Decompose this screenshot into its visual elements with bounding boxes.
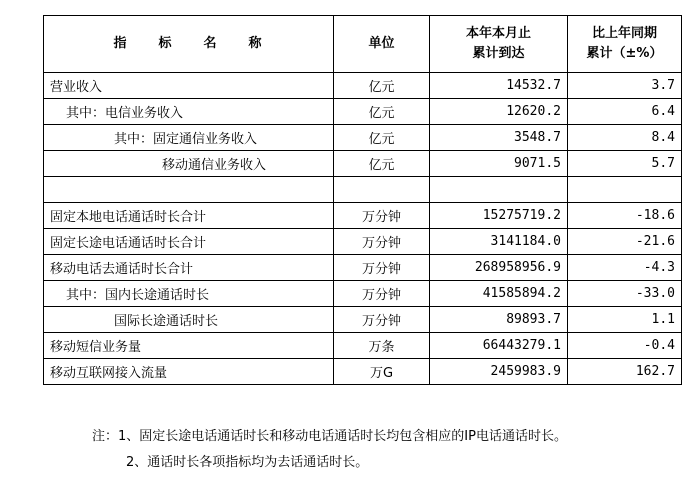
table-row	[44, 229, 682, 255]
table-header-row	[44, 16, 682, 73]
row-name: 其中：固定通信业务收入	[44, 125, 334, 151]
row-change: 8.4	[568, 125, 682, 151]
row-change: -33.0	[568, 281, 682, 307]
row-unit: 亿元	[334, 151, 430, 177]
row-current: 12620.2	[430, 99, 568, 125]
header-change-line2: 累计（±%）	[586, 46, 663, 61]
footnote-1: 注：1、固定长途电话通话时长和移动电话通话时长均包含相应的IP电话通话时长。	[92, 429, 567, 444]
row-name: 移动互联网接入流量	[44, 359, 334, 385]
row-change: 1.1	[568, 307, 682, 333]
row-unit: 万分钟	[334, 307, 430, 333]
row-change	[568, 177, 682, 203]
table-row	[44, 125, 682, 151]
row-name: 固定长途电话通话时长合计	[44, 229, 334, 255]
table-row	[44, 281, 682, 307]
header-yoy-change	[568, 16, 682, 73]
table-row	[44, 73, 682, 99]
header-current-line1: 本年本月止	[465, 26, 531, 41]
row-unit: 万条	[334, 333, 430, 359]
row-unit: 亿元	[334, 125, 430, 151]
row-current: 268958956.9	[430, 255, 568, 281]
row-current: 66443279.1	[430, 333, 568, 359]
row-change: 3.7	[568, 73, 682, 99]
header-indicator-name: 指 标 名 称	[44, 16, 334, 73]
statistics-table	[43, 15, 682, 385]
table-row-empty	[44, 177, 682, 203]
row-current: 89893.7	[430, 307, 568, 333]
table-row	[44, 151, 682, 177]
row-current: 3548.7	[430, 125, 568, 151]
row-change: -18.6	[568, 203, 682, 229]
row-name: 移动短信业务量	[44, 333, 334, 359]
row-unit	[334, 177, 430, 203]
footnote-2: 2、通话时长各项指标均为去话通话时长。	[126, 455, 369, 470]
row-change: -0.4	[568, 333, 682, 359]
row-change: 162.7	[568, 359, 682, 385]
row-current: 41585894.2	[430, 281, 568, 307]
row-change: -21.6	[568, 229, 682, 255]
table-row	[44, 99, 682, 125]
row-name: 移动通信业务收入	[44, 151, 334, 177]
row-change: -4.3	[568, 255, 682, 281]
table-row	[44, 203, 682, 229]
row-name: 移动电话去通话时长合计	[44, 255, 334, 281]
row-name: 国际长途通话时长	[44, 307, 334, 333]
row-change: 5.7	[568, 151, 682, 177]
row-unit: 万分钟	[334, 281, 430, 307]
header-change-line1: 比上年同期	[591, 26, 657, 41]
row-change: 6.4	[568, 99, 682, 125]
row-current: 14532.7	[430, 73, 568, 99]
row-name: 其中：电信业务收入	[44, 99, 334, 125]
header-unit: 单位	[334, 16, 430, 73]
footnotes	[92, 424, 567, 476]
table-row	[44, 307, 682, 333]
header-current-line2: 累计到达	[472, 46, 525, 61]
row-unit: 亿元	[334, 73, 430, 99]
row-name	[44, 177, 334, 203]
row-unit: 亿元	[334, 99, 430, 125]
row-unit: 万分钟	[334, 203, 430, 229]
row-unit: 万分钟	[334, 255, 430, 281]
header-current-total	[430, 16, 568, 73]
row-unit: 万分钟	[334, 229, 430, 255]
row-current: 15275719.2	[430, 203, 568, 229]
row-current	[430, 177, 568, 203]
table-row	[44, 333, 682, 359]
row-name: 营业收入	[44, 73, 334, 99]
table-row	[44, 359, 682, 385]
table-row	[44, 255, 682, 281]
row-current: 2459983.9	[430, 359, 568, 385]
row-current: 3141184.0	[430, 229, 568, 255]
row-name: 固定本地电话通话时长合计	[44, 203, 334, 229]
row-current: 9071.5	[430, 151, 568, 177]
row-unit: 万G	[334, 359, 430, 385]
row-name: 其中：国内长途通话时长	[44, 281, 334, 307]
